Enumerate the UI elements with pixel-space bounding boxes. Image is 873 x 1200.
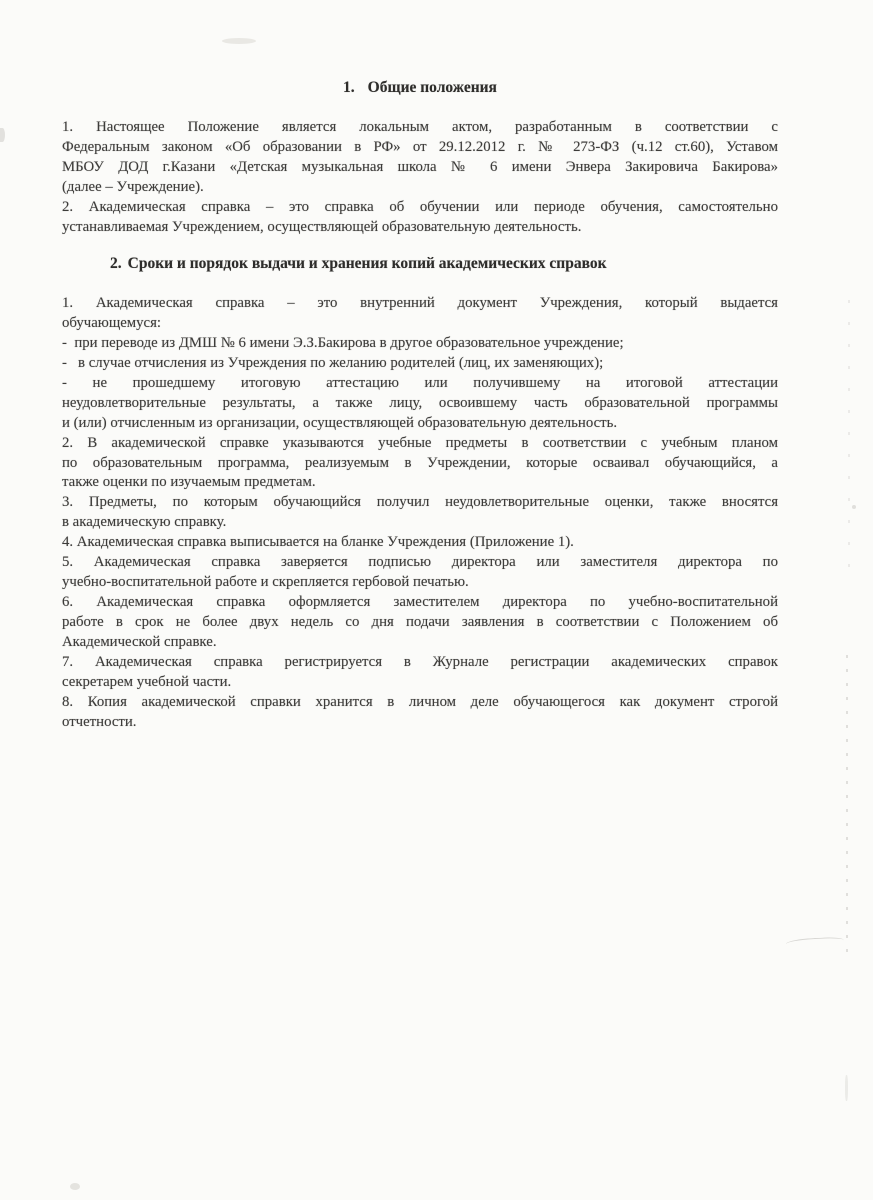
scan-artifact-speck [845, 1075, 848, 1101]
text-line: - в случае отчисления из Учреждения по желанию родителей (лиц, их заменяющих); [62, 354, 604, 371]
text-line: секретарем учебной части. [62, 673, 232, 690]
text-line: МБОУ ДОД г.Казани «Детская музыкальная школа № 6 имени Энвера Закировича Бакирова» [62, 158, 778, 175]
scan-artifact-smudge [222, 38, 256, 44]
text-line: отчетности. [62, 713, 137, 730]
text-line: 3. Предметы, по которым обучающийся получил неудовлетворительные оценки, также вносятся [62, 494, 778, 511]
text-line: (далее – Учреждение). [62, 178, 204, 195]
scan-artifact-smudge [0, 128, 5, 142]
scan-artifact-squiggle [786, 936, 844, 948]
section-2-title: Сроки и порядок выдачи и хранения копий академических справок [127, 255, 607, 272]
text-line: 2. В академической справке указываются учебные предметы в соответствии с учебным планом [62, 434, 778, 451]
text-line: по образовательным программа, реализуемым в Учреждении, которые осваивал обучающийся, а [62, 454, 778, 471]
text-line: учебно-воспитательной работе и скрепляется гербовой печатью. [62, 574, 469, 591]
text-line: 5. Академическая справка заверяется подписью директора или заместителя директора по [62, 554, 778, 571]
text-line: - не прошедшему итоговую аттестацию или получившему на итоговой аттестации [62, 374, 778, 391]
text-line: неудовлетворительные результаты, а также лицу, освоившему часть образовательной программы [62, 394, 778, 411]
text-line: 1. Настоящее Положение является локальным актом, разработанным в соответствии с [62, 119, 778, 135]
text-line: 6. Академическая справка оформляется заместителем директора по учебно-воспитательной [62, 594, 778, 611]
text-line: также оценки по изучаемым предметам. [62, 474, 316, 491]
text-line: в академическую справку. [62, 514, 227, 531]
text-line: и (или) отчисленным из организации, осуществляющей образовательную деятельность. [62, 414, 618, 431]
text-line: устанавливаемая Учреждением, осуществляющей образовательную деятельность. [62, 218, 582, 235]
scan-artifact-streak [846, 655, 848, 960]
section-2-heading [110, 254, 607, 274]
text-line: - при переводе из ДМШ № 6 имени Э.З.Бакирова в другое образовательное учреждение; [62, 334, 624, 351]
scan-artifact-speck [852, 505, 856, 509]
text-line: 4. Академическая справка выписывается на бланке Учреждения (Приложение 1). [62, 534, 574, 551]
text-line: 8. Копия академической справки хранится в личном деле обучающегося как документ строгой [62, 693, 778, 710]
section-1-number: 1. [343, 79, 355, 96]
text-line: 7. Академическая справка регистрируется в Журнале регистрации академических справок [62, 653, 778, 670]
text-line: 1. Академическая справка – это внутренний документ Учреждения, который выдается [62, 295, 778, 311]
text-line: Академической справке. [62, 633, 217, 650]
section-2-body [62, 294, 778, 733]
scan-artifact-streak [848, 300, 850, 580]
text-line: 2. Академическая справка – это справка об обучении или периоде обучения, самостоятельно [62, 198, 778, 215]
section-2-number: 2. [110, 255, 122, 272]
text-line: обучающемуся: [62, 314, 162, 331]
scan-artifact-speck [70, 1183, 80, 1190]
section-1-body [62, 118, 778, 238]
text-line: Федеральным законом «Об образовании в РФ» от 29.12.2012 г. № 273-ФЗ (ч.12 ст.60), Уставом [62, 138, 778, 155]
text-line: работе в срок не более двух недель со дня подачи заявления в соответствии с Положением об [62, 614, 778, 630]
section-1-title: Общие положения [367, 79, 497, 96]
section-1-heading [62, 78, 778, 98]
